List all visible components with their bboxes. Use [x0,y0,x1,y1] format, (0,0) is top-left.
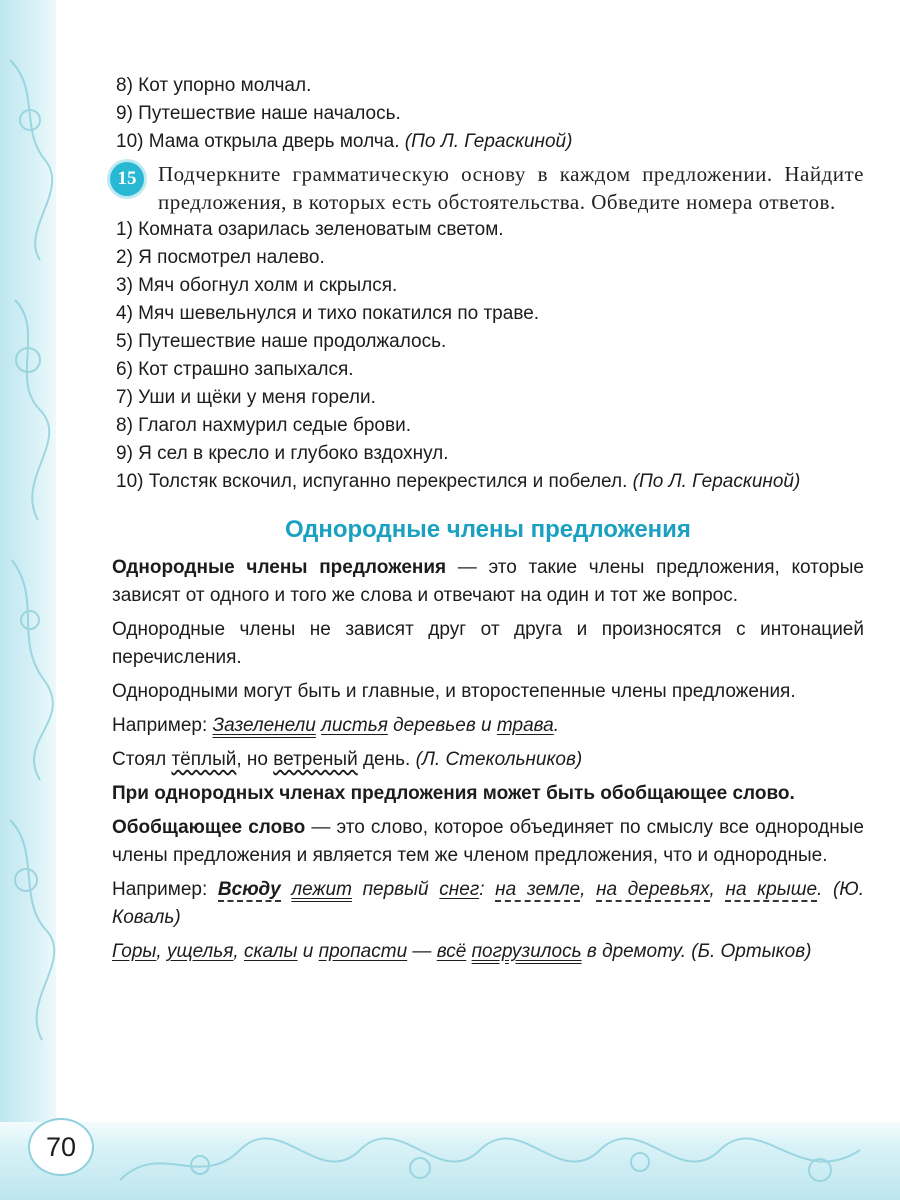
example-1: Например: Зазеленели листья деревьев и трава. [112,715,559,736]
list-item: 3) Мяч обогнул холм и скрылся. [116,275,398,296]
paragraph: Однородными могут быть и главные, и второстепенные члены предложения. [112,681,796,702]
example-3: Например: Всюду лежит первый снег: на земле, на деревьях, на крыше. (Ю. Коваль) [112,879,865,928]
definition-term: Обобщающее слово [112,817,306,838]
task-15 [112,160,864,216]
page-content [112,72,864,966]
example-2: Стоял тёплый, но ветреный день. (Л. Стекольников) [112,749,583,770]
page-number: 70 [28,1118,94,1176]
list-item: 1) Комната озарилась зеленоватым светом. [116,219,504,240]
definition-term: Однородные члены предложения [112,557,447,578]
list-item: 9) Я сел в кресло и глубоко вздохнул. [116,443,449,464]
task-number-badge: 15 [110,162,144,196]
decorative-border-bottom [0,1122,900,1200]
source-citation: (Л. Стекольников) [415,749,583,770]
paragraph: Однородные члены не зависят друг от друга и произносятся с интонацией перечисления. [112,619,864,668]
definition-paragraph: Однородные члены предложения — это такие члены предложения, которые зависят от одного и того же слова и отвечают на один и тот же вопрос. [112,557,864,606]
list-item: 6) Кот страшно запыхался. [116,359,354,380]
list-item: 4) Мяч шевельнулся и тихо покатился по траве. [116,303,540,324]
example-4: Горы, ущелья, скалы и пропасти — всё погрузилось в дремоту. (Б. Ортыков) [112,941,812,962]
list-item: 10) Мама открыла дверь молча. (По Л. Гераскиной) [116,131,573,152]
source-citation: (По Л. Гераскиной) [404,131,573,152]
list-item: 8) Глагол нахмурил седые брови. [116,415,411,436]
source-citation: (Ю. Коваль) [112,879,865,928]
decorative-border-left [0,0,56,1200]
section-title: Однородные члены предложения [285,516,691,543]
list-item: 9) Путешествие наше началось. [116,103,401,124]
list-item: 10) Толстяк вскочил, испуганно перекрестился и побелел. (По Л. Гераскиной) [116,471,801,492]
task-instruction: Подчеркните грамматическую основу в каждом предложении. Найдите предложения, в которых есть обстоятельства. Обведите номера ответов. [158,162,864,214]
rule-paragraph: При однородных членах предложения может быть обобщающее слово. [112,783,795,804]
generalizing-word-definition: Обобщающее слово — это слово, которое объединяет по смыслу все однородные члены предложения и является тем же членом предложения, что и однородные. [112,817,864,866]
list-item: 5) Путешествие наше продолжалось. [116,331,447,352]
list-item: 2) Я посмотрел налево. [116,247,325,268]
source-citation: (Б. Ортыков) [691,941,812,962]
source-citation: (По Л. Гераскиной) [632,471,801,492]
list-item: 7) Уши и щёки у меня горели. [116,387,376,408]
list-item: 8) Кот упорно молчал. [116,75,312,96]
